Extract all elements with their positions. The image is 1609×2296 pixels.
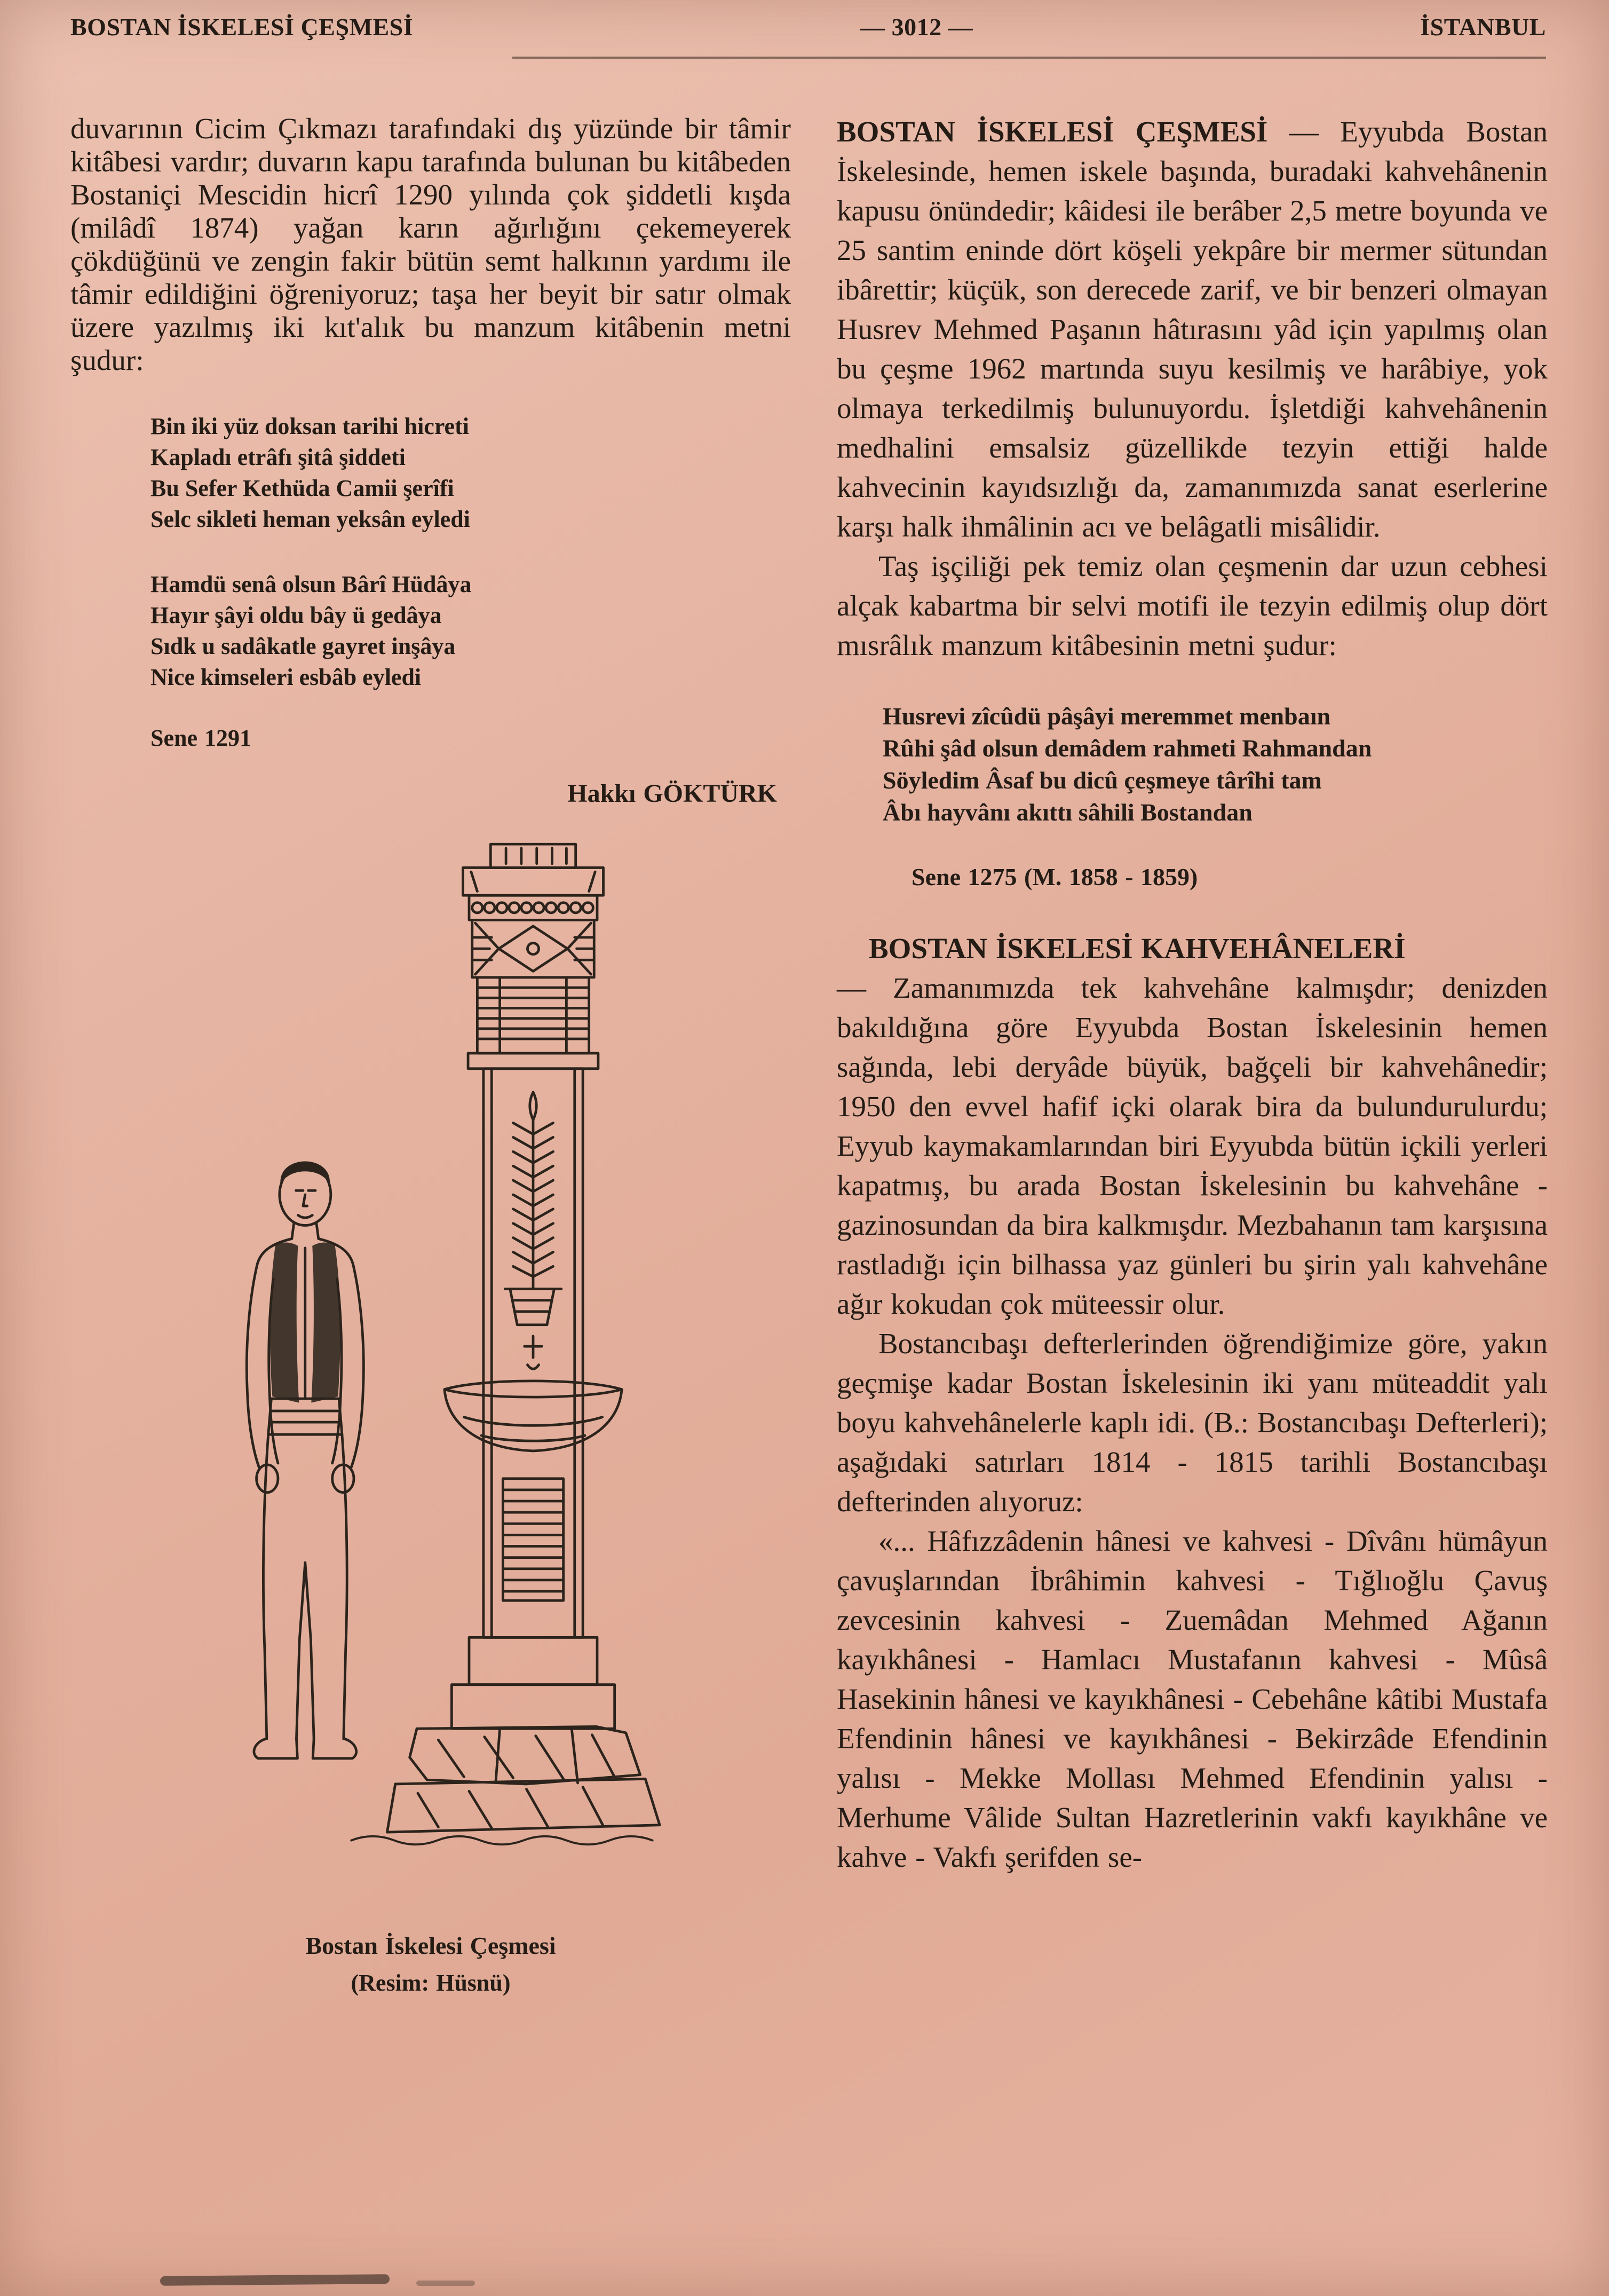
page-number: — 3012 — (860, 13, 973, 41)
fountain-column-drawing (351, 844, 660, 1844)
entry-coffeehouses-title: BOSTAN İSKELESİ KAHVEHÂNELERİ (869, 932, 1406, 965)
entry-fountain-paragraph-2: Taş işçiliği pek temiz olan çeşmenin dar uzun cebhesi alçak kabartma bir selvi motifi ile tezyin edilmiş olup dört mısrâlık manzum kitâbesinin metni şudur: (837, 550, 1548, 661)
poem-line: Hayır şâyi oldu bây ü gedâya (150, 602, 442, 628)
entry-coffeehouses-heading (837, 929, 1548, 968)
poem-stanza-1 (150, 411, 791, 535)
poem-line: Bin iki yüz doksan tarihi hicreti (150, 413, 469, 439)
poem-line: Sıdk u sadâkatle gayret inşâya (150, 633, 456, 659)
poem-line: Nice kimseleri esbâb eyledi (150, 664, 422, 690)
poem-line: Âbı hayvânı akıttı sâhili Bostandan (883, 799, 1253, 826)
page-edge-smudge (160, 2274, 390, 2286)
fountain-figure (70, 835, 791, 2000)
entry-coffeehouses-quote-paragraph: «... Hâfızzâdenin hânesi ve kahvesi - Dîvânı hümâyun çavuşlarından İbrâhimin kahvesi - Tığlıoğlu Çavuş zevcesinin kahvesi - Zuemâdan Mehmed Ağanın kayıkhânesi - Hamlacı Mustafanın kahvesi - Mûsâ Hasekinin hânesi ve kayıkhânesi - Cebehâne kâtibi Mustafa Efendinin hânesi ve kayıkhânesi - Bekirzâde Efendinin yalısı - Mekke Mollası Mehmed Efendinin yalısı - Merhume Vâlide Sultan Hazretlerinin vakfı kayıkhâne ve kahve - Vakfı şerifden se- (837, 1525, 1548, 1873)
running-header (70, 13, 1546, 41)
left-column (70, 112, 791, 2000)
poem-stanza-2 (150, 569, 791, 693)
fountain-inscription-date: Sene 1275 (M. 1858 - 1859) (911, 863, 1198, 890)
entry-coffeehouses-lead: — Zamanımızda tek kahvehâne kalmışdır; denizden bakıldığına göre Eyyubda Bostan İskelesinin hemen sağında, lebi deryâde büyük, bağçeli bir kahvehânedir; 1950 den evvel hafif içki olarak bira da bulundurulurdu; Eyyub kaymakamlarından biri Eyyubda bütün içkili yerleri kapatmış, bu arada Bostan İskelesinin bu kahvehâne - gazinosundan da bira kalkmışdır. Mezbahanın tam karşısına rastladığı için bilhassa yaz günleri bu şirin yalı kahvehâne ağır kokudan çok müteessir olur. (837, 972, 1548, 1320)
page-edge-smudge-2 (416, 2281, 475, 2286)
poem-line: Bu Sefer Kethüda Camii şerîfi (150, 475, 454, 501)
entry-fountain-title: BOSTAN İSKELESİ ÇEŞMESİ (837, 115, 1268, 148)
entry-fountain-lead: — Eyyubda Bostan İskelesinde, hemen iskele başında, buradaki kahvehânenin kapusu önündedir; kâidesi ile berâber 2,5 metre boyunda ve 25 santim eninde dört köşeli yekpâre bir mermer sütundan ibârettir; küçük, son derecede zarif, ve bir benzeri olmayan Husrev Mehmed Paşanın hâtırasını yâd için yapılmış olan bu çeşme 1962 martında suyu kesilmiş ve harâbiye, yok olmaya terkedilmiş bulunuyordu. İşletdiği kahvehânenin medhalini emsalsiz güzellikde tezyin ettiği halde kahvecinin kayıdsızlığı da, zamanımızda sanat eserlerine karşı halk ihmâlinin acı ve belâgatli misâlidir. (837, 115, 1548, 543)
header-rule (512, 57, 1546, 59)
poem-line: Kapladı etrâfı şitâ şiddeti (150, 444, 406, 470)
poem-line: Selc sikleti heman yeksân eyledi (150, 506, 470, 532)
figure-caption-credit: (Resim: Hüsnü) (351, 1970, 511, 1996)
poem-line: Söyledim Âsaf bu dicû çeşmeye târîhi tam (883, 767, 1322, 794)
figure-caption (70, 1929, 791, 2000)
continuation-paragraph: duvarının Cicim Çıkmazı tarafındaki dış yüzünde bir tâmir kitâbesi vardır; duvarın kapu tarafında bulunan bu kitâbeden Bostaniçi Mescidin hicrî 1290 yılında çok şiddetli kışda (milâdî 1874) yağan karın ağırlığını çekemeyerek çökdüğünü ve zengin fakir bütün semt halkının yardımı ile tâmir edildiğini öğreniyoruz; taşa her beyit bir satır olmak üzere yazılmış iki kıt'alık bu manzum kitâbenin metni şudur: (70, 112, 791, 376)
running-head-article-title: BOSTAN İSKELESİ ÇEŞMESİ (70, 13, 414, 41)
standing-man-drawing (247, 1162, 363, 1758)
figure-caption-title: Bostan İskelesi Çeşmesi (305, 1932, 556, 1959)
entry-fountain-paragraph (837, 112, 1548, 547)
entry-coffeehouses-paragraph-2: Bostancıbaşı defterlerinden öğrendiğimize göre, yakın geçmişe kadar Bostan İskelesinin iki yanı müteaddit yalı boyu kahvehânelerle kaplı idi. (B.: Bostancıbaşı Defterleri); aşağıdaki satırları 1814 - 1815 tarihli Bostancıbaşı defterinden alıyoruz: (837, 1327, 1548, 1518)
poem-date-line: Sene 1291 (150, 725, 251, 751)
fountain-inscription-poem (883, 700, 1548, 829)
author-signature: Hakkı GÖKTÜRK (567, 779, 777, 808)
running-head-volume-title: İSTANBUL (1420, 13, 1546, 41)
fountain-illustration (110, 835, 751, 1911)
right-column (837, 112, 1548, 1877)
poem-line: Rûhi şâd olsun demâdem rahmeti Rahmandan (883, 735, 1372, 762)
poem-line: Husrevi zîcûdü pâşâyi meremmet menbaın (883, 703, 1331, 730)
poem-line: Hamdü senâ olsun Bârî Hüdâya (150, 571, 472, 597)
